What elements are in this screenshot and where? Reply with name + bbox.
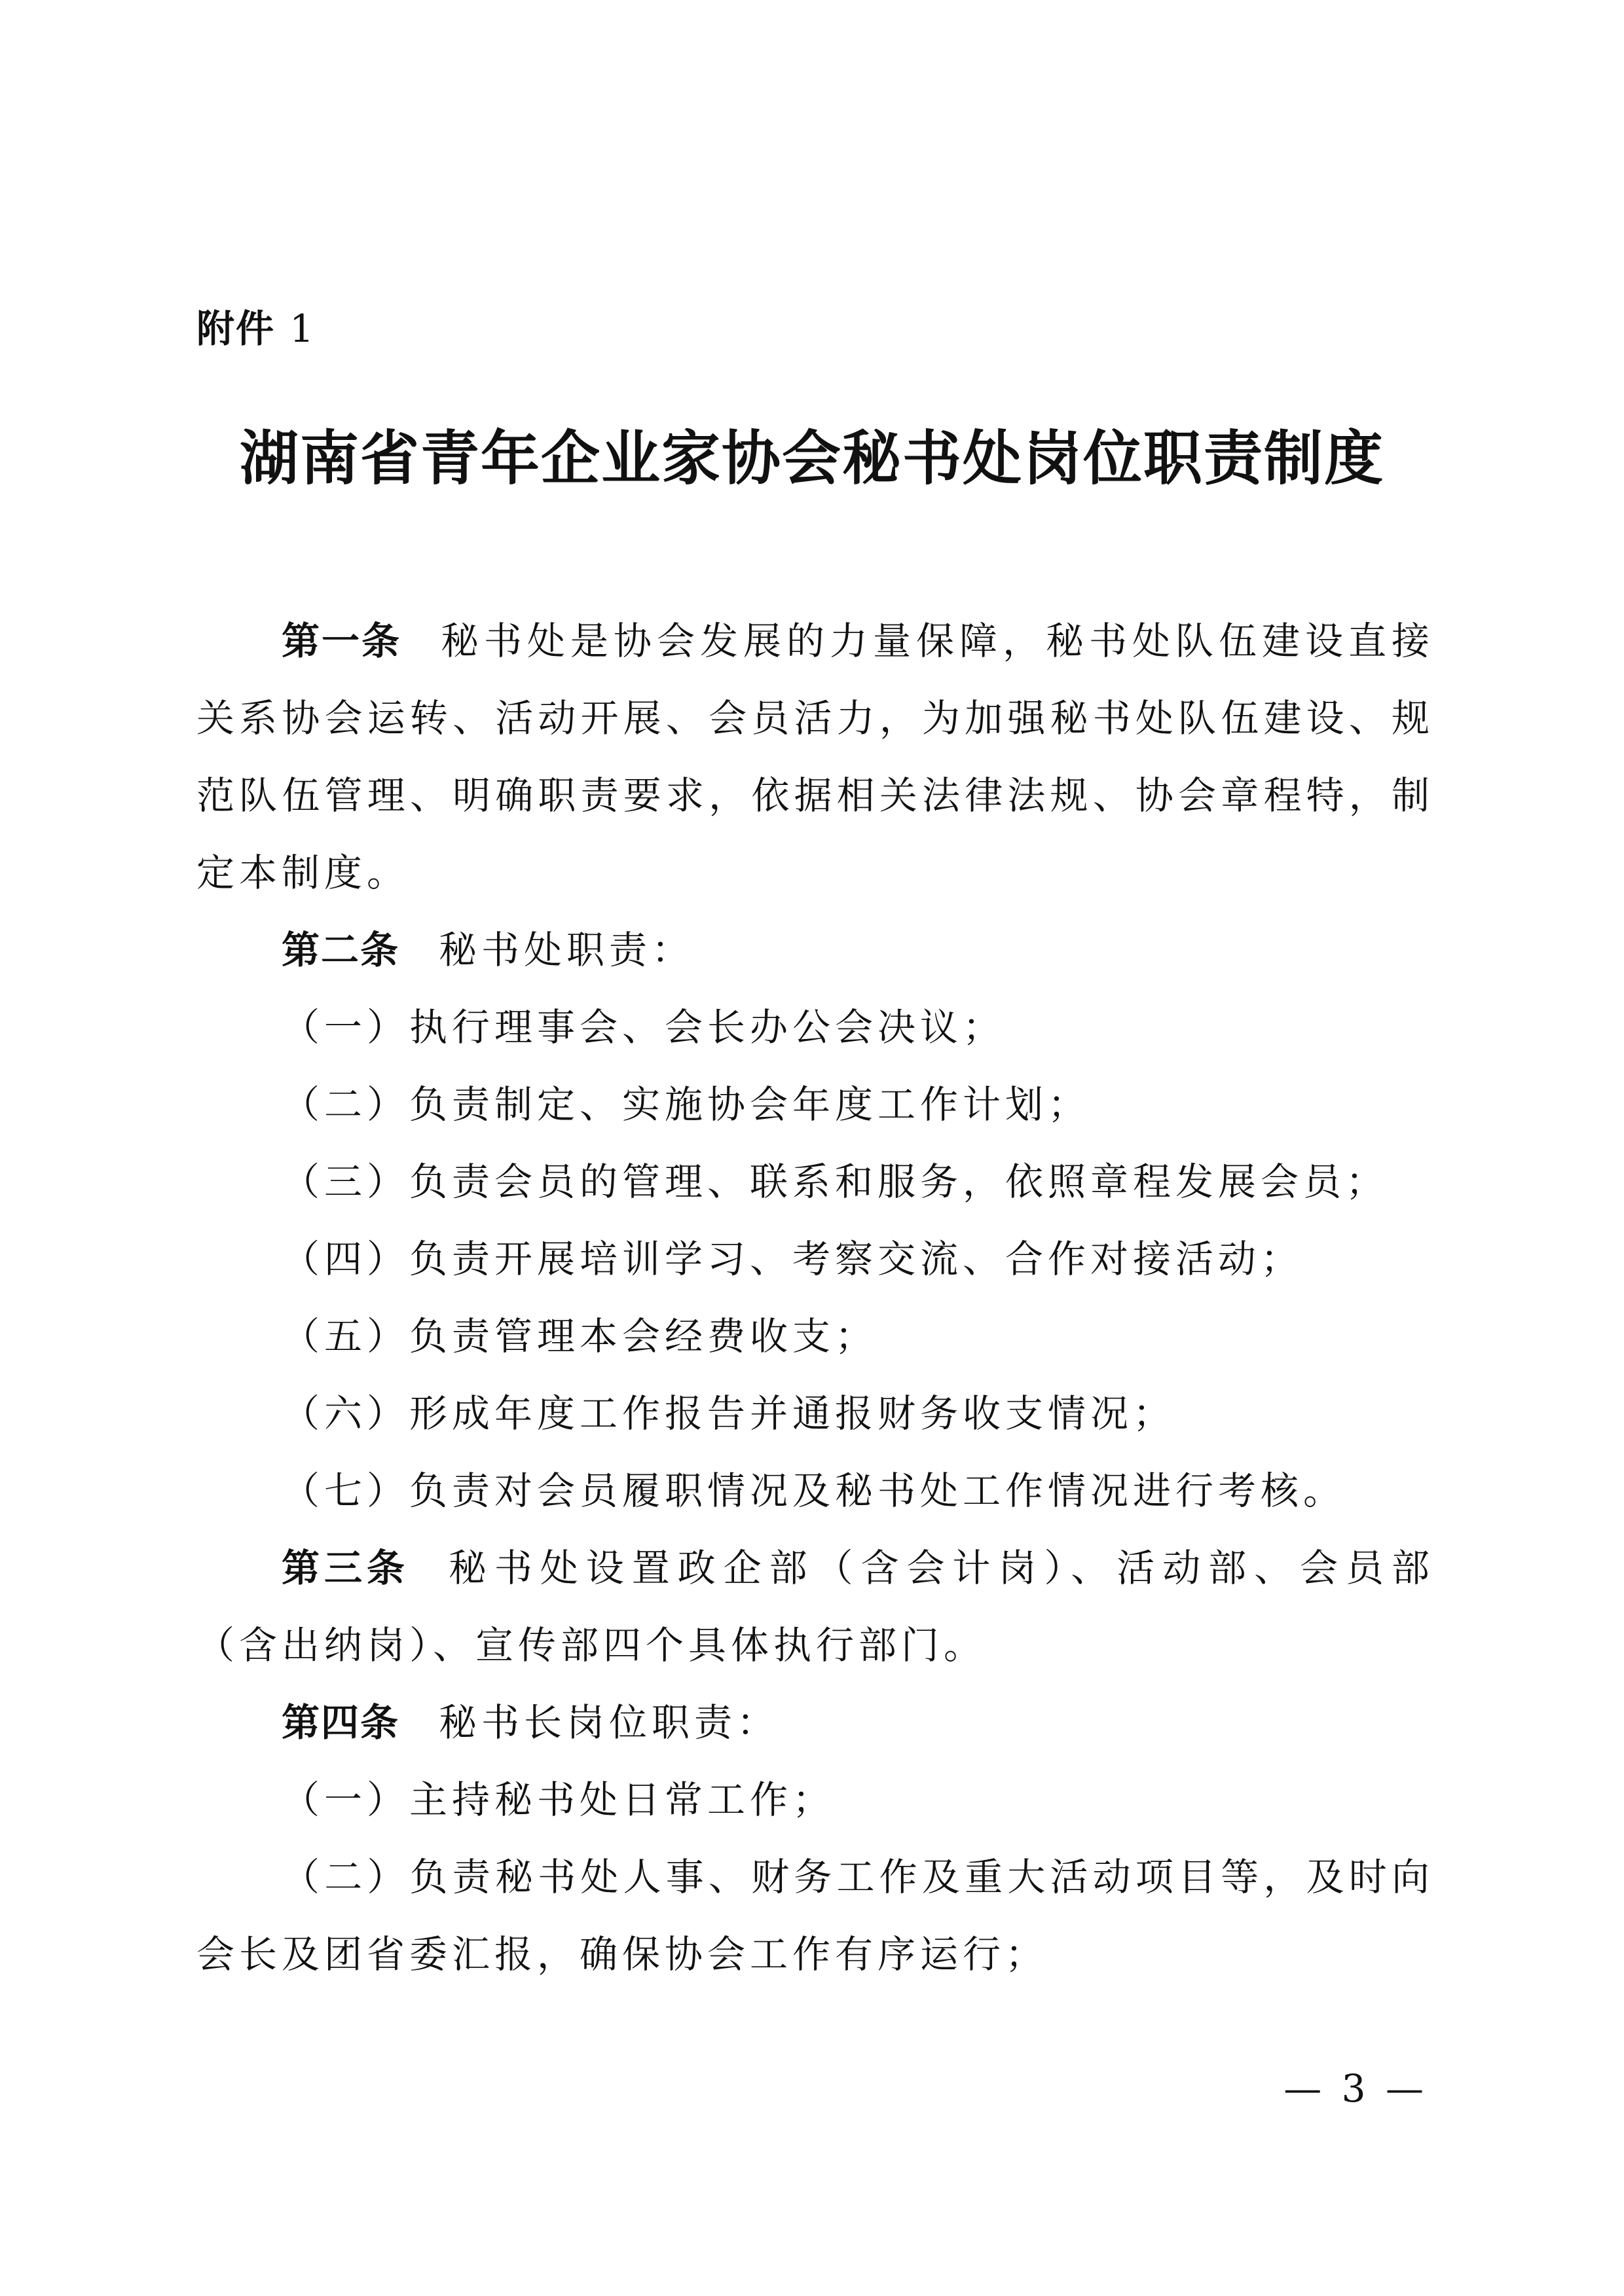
paragraph-text: （七）负责对会员履职情况及秘书处工作情况进行考核。 [282,1468,1346,1513]
attachment-number: 1 [289,306,316,351]
paragraph-text: （一）主持秘书处日常工作； [282,1777,836,1822]
article-heading: 第二条 [282,928,400,972]
paragraph [196,1838,1434,1993]
paragraph-text: （三）负责会员的管理、联系和服务，依照章程发展会员； [282,1159,1389,1204]
paragraph [196,1143,1434,1220]
article-heading: 第四条 [282,1700,400,1745]
paragraph-text: （二）负责秘书处人事、财务工作及重大活动项目等，及时向会长及团省委汇报，确保协会工作有序运行； [196,1855,1434,1977]
paragraph-text: 秘书处职责： [439,928,695,972]
paragraph-text: （一）执行理事会、会长办公会决议； [282,1005,1006,1049]
paragraph-text: （五）负责管理本会经费收支； [282,1314,878,1358]
paragraph [196,911,1434,989]
paragraph-text: 秘书长岗位职责： [439,1700,780,1745]
document-title: 湖南省青年企业家协会秘书处岗位职责制度 [240,424,1384,493]
paragraph [196,1529,1434,1684]
article-heading: 第一条 [282,619,401,663]
paragraph-text: 秘书处是协会发展的力量保障，秘书处队伍建设直接关系协会运转、活动开展、会员活力，为加强秘书处队伍建设、规范队伍管理、明确职责要求，依据相关法律法规、协会章程特，制定本制度。 [196,619,1434,895]
attachment-text: 附件 [196,306,276,351]
paragraph-text: 秘书处设置政企部（含会计岗）、活动部、会员部（含出纳岗）、宣传部四个具体执行部门。 [196,1546,1434,1667]
paragraph-text: （四）负责开展培训学习、考察交流、合作对接活动； [282,1237,1304,1281]
paragraph-text: （二）负责制定、实施协会年度工作计划； [282,1082,1091,1127]
paragraph [196,1684,1434,1761]
paragraph [196,1066,1434,1143]
paragraph [196,989,1434,1066]
attachment-label [196,302,315,355]
paragraph [196,1220,1434,1298]
document-body [196,602,1434,1993]
paragraph [196,1298,1434,1375]
paragraph [196,1452,1434,1529]
article-heading: 第三条 [282,1546,409,1590]
paragraph [196,1375,1434,1452]
page-number: — 3 — [1283,2066,1428,2111]
paragraph-text: （六）形成年度工作报告并通报财务收支情况； [282,1391,1176,1436]
paragraph [196,602,1434,911]
paragraph [196,1761,1434,1838]
